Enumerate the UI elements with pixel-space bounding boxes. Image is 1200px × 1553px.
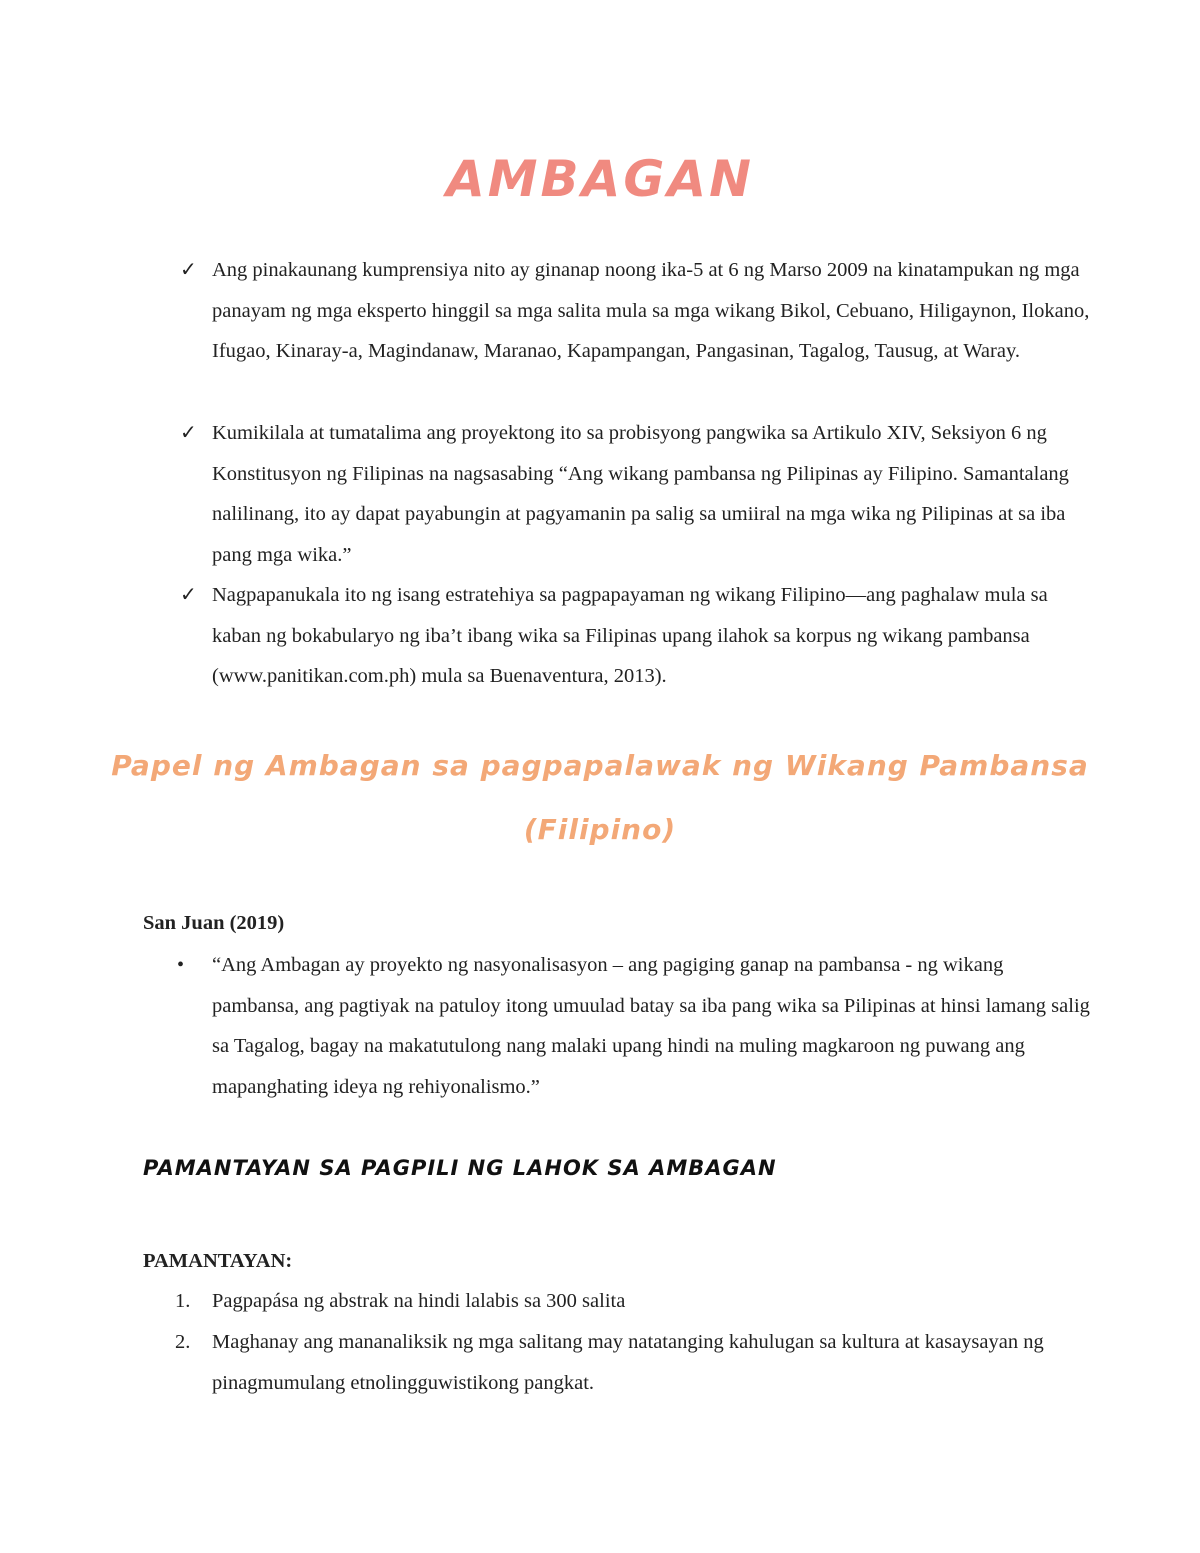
quote-text: “Ang Ambagan ay proyekto ng nasyonalisasyon – ang pagiging ganap na pambansa - ng wikang pambansa, ang pagtiyak na patuloy itong umuulad batay sa iba pang wika sa Pilipinas at hinsi lamang salig sa Tagalog, bagay na makatutulong nang malaki upang hindi na muling magkaroon ng puwang ang mapanghating ideya ng rehiyonalismo.” [212,954,1090,1099]
checklist-item: Nagpapanukala ito ng isang estratehiya sa pagpapayaman ng wikang Filipino—ang paghalaw mula sa kaban ng bokabularyo ng iba’t ibang wika sa Filipinas upang ilahok sa korpus ng wikang pambansa (www.panitikan.com.ph) mula sa Buenaventura, 2013). [212,584,1048,688]
list-item: Pagpapása ng abstrak na hindi lalabis sa 300 salita [212,1290,626,1312]
quote-author: San Juan (2019) [143,912,285,934]
checkmark-icon: ✓ [180,584,197,606]
page-title: AMBAGAN [446,150,754,208]
subtitle-line: Papel ng Ambagan sa pagpapalawak ng Wikang Pambansa [111,749,1089,782]
list-item: Maghanay ang mananaliksik ng mga salitang may natatanging kahulugan sa kultura at kasaysayan ng pinagmumulang etnolingguwistikong pangkat. [212,1331,1044,1394]
checklist-item: Kumikilala at tumatalima ang proyektong ito sa probisyong pangwika sa Artikulo XIV, Seksiyon 6 ng Konstitusyon ng Filipinas na nagsasabing “Ang wikang pambansa ng Pilipinas ay Filipino. Samantalang nalilinang, ito ay dapat payabungin at pagyamanin pa salig sa umiiral na mga wika ng Pilipinas at sa iba pang mga wika.” [212,422,1069,567]
subtitle-line: (Filipino) [523,813,677,846]
checklist-item: Ang pinakaunang kumprensiya nito ay ginanap noong ika-5 at 6 ng Marso 2009 na kinatampukan ng mga panayam ng mga eksperto hinggil sa mga salita mula sa mga wikang Bikol, Cebuano, Hiligaynon, Ilokano, Ifugao, Kinaray-a, Magindanaw, Maranao, Kapampangan, Pangasinan, Tagalog, Tausug, at Waray. [212,259,1090,363]
list-number: 1. [175,1290,191,1312]
list-number: 2. [175,1331,191,1353]
criteria-heading: PAMANTAYAN: [143,1250,293,1272]
checkmark-icon: ✓ [180,259,197,281]
section-title: PAMANTAYAN SA PAGPILI NG LAHOK SA AMBAGAN [143,1156,777,1180]
bullet-icon: • [177,954,185,976]
checkmark-icon: ✓ [180,422,197,444]
